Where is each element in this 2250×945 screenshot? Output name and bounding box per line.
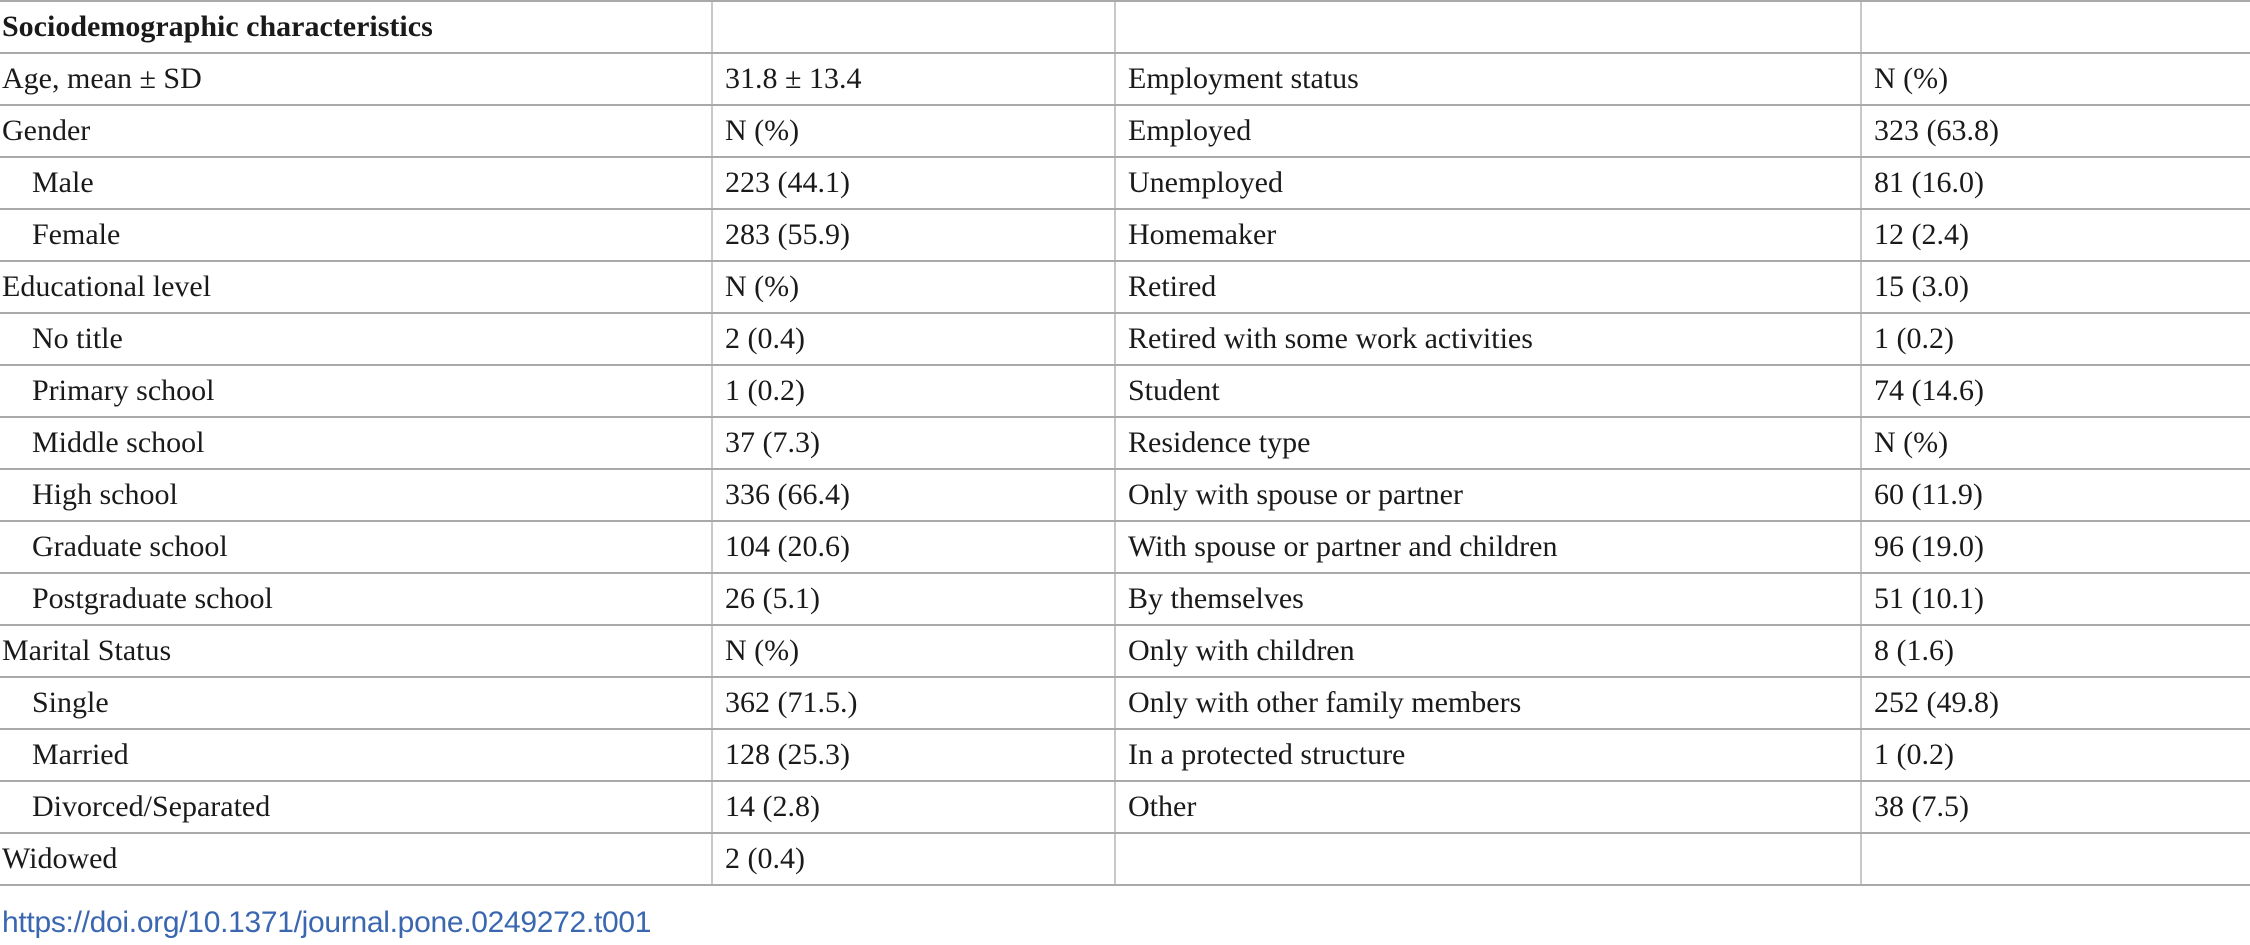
table-row	[0, 573, 2250, 625]
table-cell-col3: Only with other family members	[1115, 677, 1861, 729]
table-cell-col4: 38 (7.5)	[1861, 781, 2250, 833]
table-cell-col3: Other	[1115, 781, 1861, 833]
table-cell-col1: Middle school	[0, 417, 712, 469]
table-cell-col1: Educational level	[0, 261, 712, 313]
table-cell-col1: Married	[0, 729, 712, 781]
table-cell-col3: Employed	[1115, 105, 1861, 157]
table-cell-col2: 31.8 ± 13.4	[712, 53, 1115, 105]
table-cell-col3: In a protected structure	[1115, 729, 1861, 781]
table-row	[0, 105, 2250, 157]
table-cell-col4: 74 (14.6)	[1861, 365, 2250, 417]
table-cell-col3: Unemployed	[1115, 157, 1861, 209]
table-cell-col3: Homemaker	[1115, 209, 1861, 261]
table-cell-col1: Male	[0, 157, 712, 209]
table-cell-col3: With spouse or partner and children	[1115, 521, 1861, 573]
table-cell-col3: Student	[1115, 365, 1861, 417]
table-cell-col1: Marital Status	[0, 625, 712, 677]
table-cell-col3: Only with children	[1115, 625, 1861, 677]
table-cell-col3	[1115, 833, 1861, 885]
table-cell-col1: High school	[0, 469, 712, 521]
header-cell-4	[1861, 1, 2250, 53]
table-cell-col4: 252 (49.8)	[1861, 677, 2250, 729]
table-cell-col4: 12 (2.4)	[1861, 209, 2250, 261]
table-cell-col3: Only with spouse or partner	[1115, 469, 1861, 521]
table-row	[0, 729, 2250, 781]
table-row	[0, 365, 2250, 417]
table-row	[0, 625, 2250, 677]
table-cell-col1: Graduate school	[0, 521, 712, 573]
table-cell-col4: 81 (16.0)	[1861, 157, 2250, 209]
table-cell-col3: By themselves	[1115, 573, 1861, 625]
table-cell-col4: 8 (1.6)	[1861, 625, 2250, 677]
table-cell-col1: Gender	[0, 105, 712, 157]
table-row	[0, 157, 2250, 209]
doi-link[interactable]: https://doi.org/10.1371/journal.pone.0249272.t001	[2, 906, 652, 939]
table-row	[0, 469, 2250, 521]
table-cell-col2: N (%)	[712, 625, 1115, 677]
table-row	[0, 781, 2250, 833]
table-cell-col4	[1861, 833, 2250, 885]
table-cell-col4: 15 (3.0)	[1861, 261, 2250, 313]
table-cell-col2: 1 (0.2)	[712, 365, 1115, 417]
table-cell-col3: Retired with some work activities	[1115, 313, 1861, 365]
table-cell-col2: 104 (20.6)	[712, 521, 1115, 573]
table-cell-col2: 14 (2.8)	[712, 781, 1115, 833]
table-cell-col1: Single	[0, 677, 712, 729]
table-cell-col4: 96 (19.0)	[1861, 521, 2250, 573]
table-cell-col3: Residence type	[1115, 417, 1861, 469]
header-cell-1: Sociodemographic characteristics	[0, 1, 712, 53]
table-cell-col1: Age, mean ± SD	[0, 53, 712, 105]
table-cell-col2: N (%)	[712, 105, 1115, 157]
table-cell-col1: Female	[0, 209, 712, 261]
table-cell-col2: 223 (44.1)	[712, 157, 1115, 209]
table-cell-col3: Employment status	[1115, 53, 1861, 105]
table-row	[0, 209, 2250, 261]
table-row	[0, 677, 2250, 729]
table-cell-col2: 26 (5.1)	[712, 573, 1115, 625]
table-cell-col3: Retired	[1115, 261, 1861, 313]
table-cell-col4: 1 (0.2)	[1861, 729, 2250, 781]
header-cell-2	[712, 1, 1115, 53]
table-cell-col2: 283 (55.9)	[712, 209, 1115, 261]
table-cell-col4: 323 (63.8)	[1861, 105, 2250, 157]
table-row	[0, 313, 2250, 365]
table-cell-col2: 37 (7.3)	[712, 417, 1115, 469]
table-row	[0, 53, 2250, 105]
table-cell-col1: No title	[0, 313, 712, 365]
table-row	[0, 521, 2250, 573]
header-cell-3	[1115, 1, 1861, 53]
table-cell-col2: 362 (71.5.)	[712, 677, 1115, 729]
table-row	[0, 261, 2250, 313]
table-cell-col2: 128 (25.3)	[712, 729, 1115, 781]
table-cell-col1: Primary school	[0, 365, 712, 417]
table-cell-col4: 1 (0.2)	[1861, 313, 2250, 365]
table-cell-col1: Postgraduate school	[0, 573, 712, 625]
table-cell-col2: 336 (66.4)	[712, 469, 1115, 521]
table-cell-col2: 2 (0.4)	[712, 313, 1115, 365]
table-cell-col4: N (%)	[1861, 417, 2250, 469]
table-cell-col4: N (%)	[1861, 53, 2250, 105]
table-cell-col1: Divorced/Separated	[0, 781, 712, 833]
table-cell-col2: 2 (0.4)	[712, 833, 1115, 885]
table-cell-col4: 51 (10.1)	[1861, 573, 2250, 625]
table-cell-col1: Widowed	[0, 833, 712, 885]
table-header-row	[0, 1, 2250, 53]
table-cell-col2: N (%)	[712, 261, 1115, 313]
table-row	[0, 417, 2250, 469]
table-row	[0, 833, 2250, 885]
table-cell-col4: 60 (11.9)	[1861, 469, 2250, 521]
